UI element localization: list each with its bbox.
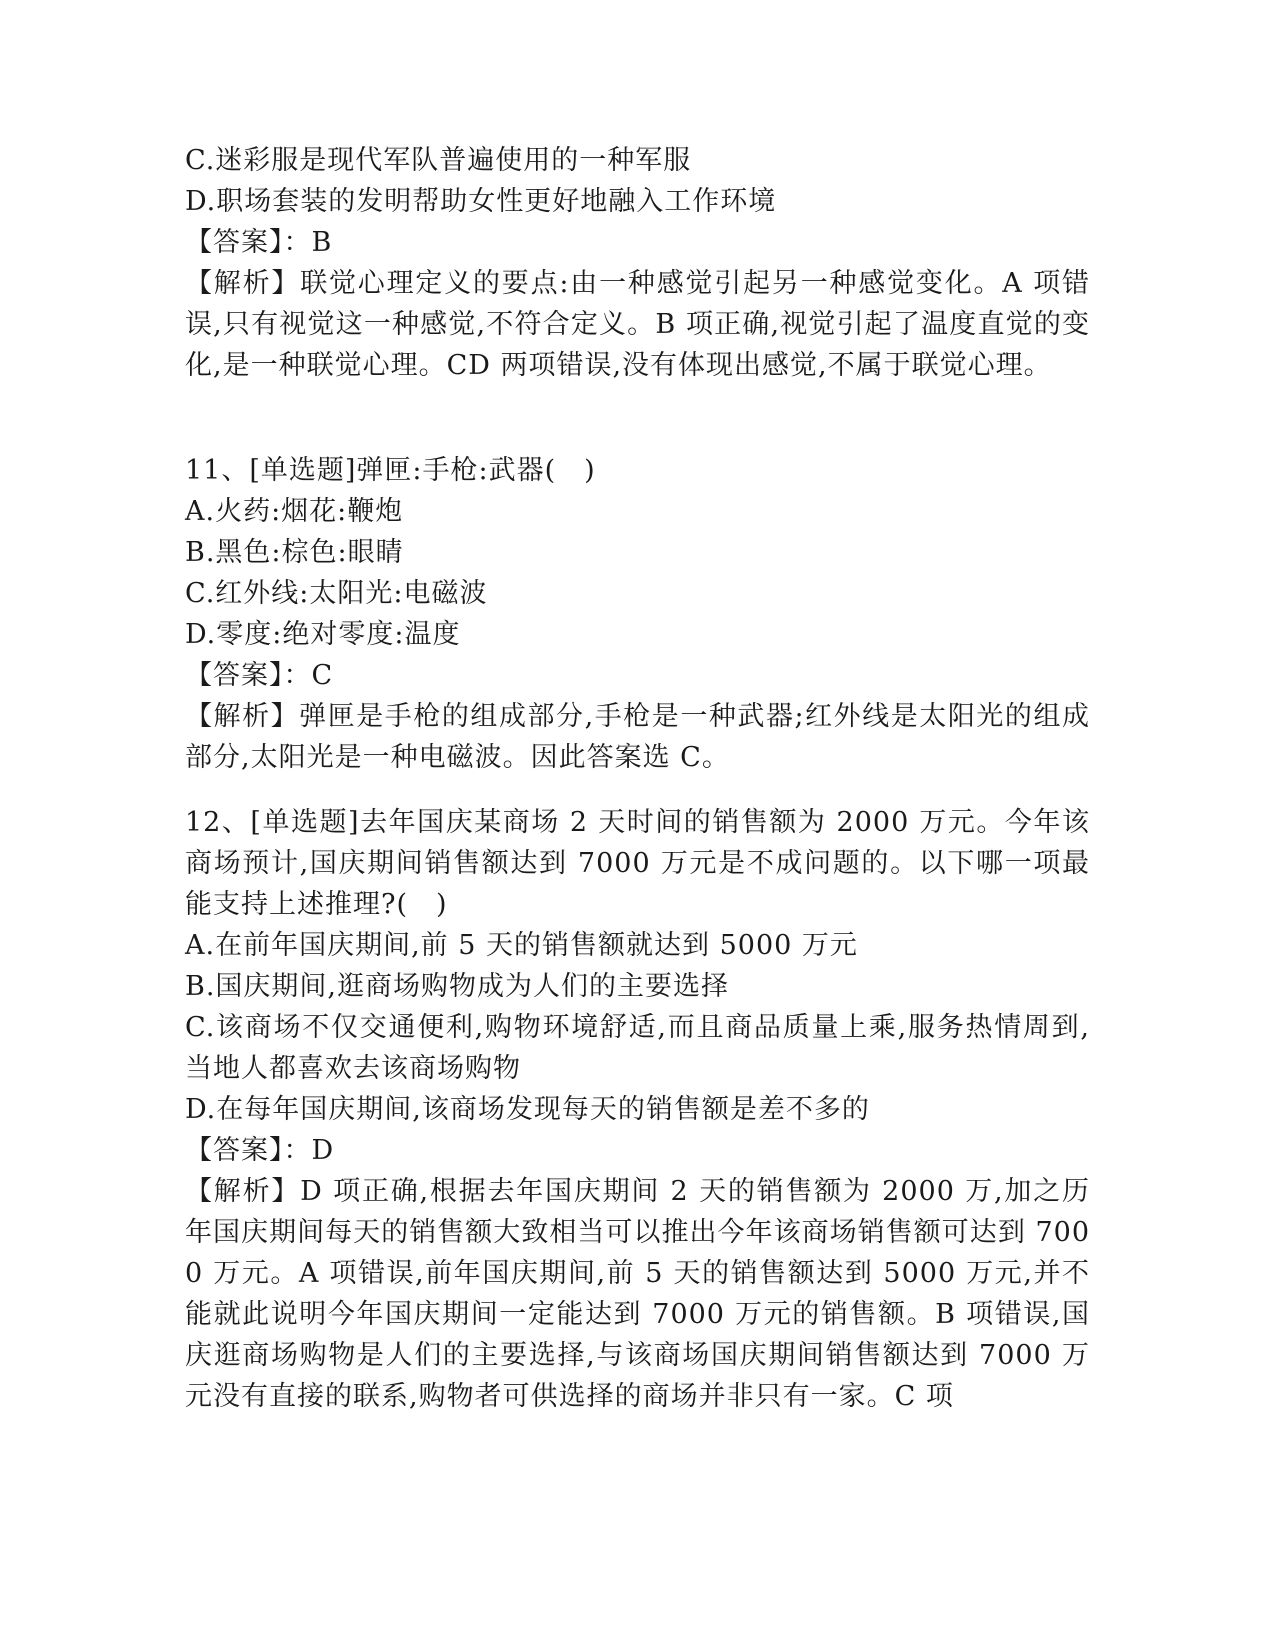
answer-line: 【答案】：C (185, 660, 334, 691)
question-11 (185, 450, 1090, 778)
answer-line: 【答案】：B (185, 227, 333, 258)
question-stem: 12、[单选题]去年国庆某商场 2 天时间的销售额为 2000 万元。今年该商场预计,国庆期间销售额达到 7000 万元是不成问题的。以下哪一项最能支持上述推理?( ) (185, 807, 1090, 920)
analysis-paragraph: 【解析】联觉心理定义的要点:由一种感觉引起另一种感觉变化。A 项错误,只有视觉这一种感觉,不符合定义。B 项正确,视觉引起了温度直觉的变化,是一种联觉心理。CD 两项错误,没有体现出感觉,不属于联觉心理。 (185, 268, 1090, 381)
option-a: A.火药:烟花:鞭炮 (185, 496, 404, 527)
option-a: A.在前年国庆期间,前 5 天的销售额就达到 5000 万元 (185, 930, 858, 961)
option-c: C.红外线:太阳光:电磁波 (185, 578, 488, 609)
analysis-paragraph: 【解析】弹匣是手枪的组成部分,手枪是一种武器;红外线是太阳光的组成部分,太阳光是一种电磁波。因此答案选 C。 (185, 701, 1090, 773)
question-10-tail (185, 140, 1090, 386)
option-d: D.在每年国庆期间,该商场发现每天的销售额是差不多的 (185, 1094, 870, 1125)
option-b: B.黑色:棕色:眼睛 (185, 537, 404, 568)
option-c: C.迷彩服是现代军队普遍使用的一种军服 (185, 145, 692, 176)
option-d: D.职场套装的发明帮助女性更好地融入工作环境 (185, 186, 777, 217)
option-c: C.该商场不仅交通便利,购物环境舒适,而且商品质量上乘,服务热情周到,当地人都喜欢去该商场购物 (185, 1012, 1090, 1084)
option-d: D.零度:绝对零度:温度 (185, 619, 461, 650)
option-b: B.国庆期间,逛商场购物成为人们的主要选择 (185, 971, 730, 1002)
question-stem: 11、[单选题]弹匣:手枪:武器( ) (185, 455, 596, 486)
analysis-paragraph: 【解析】D 项正确,根据去年国庆期间 2 天的销售额为 2000 万,加之历年国庆期间每天的销售额大致相当可以推出今年该商场销售额可达到 7000 万元。A 项错误,前年国庆期间,前 5 天的销售额达到 5000 万元,并不能就此说明今年国庆期间一定能达到 7000 万元的销售额。B 项错误,国庆逛商场购物是人们的主要选择,与该商场国庆期间销售额达到 7000 万元没有直接的联系,购物者可供选择的商场并非只有一家。C 项 (185, 1176, 1090, 1412)
answer-line: 【答案】：D (185, 1135, 335, 1166)
question-12 (185, 802, 1090, 1417)
